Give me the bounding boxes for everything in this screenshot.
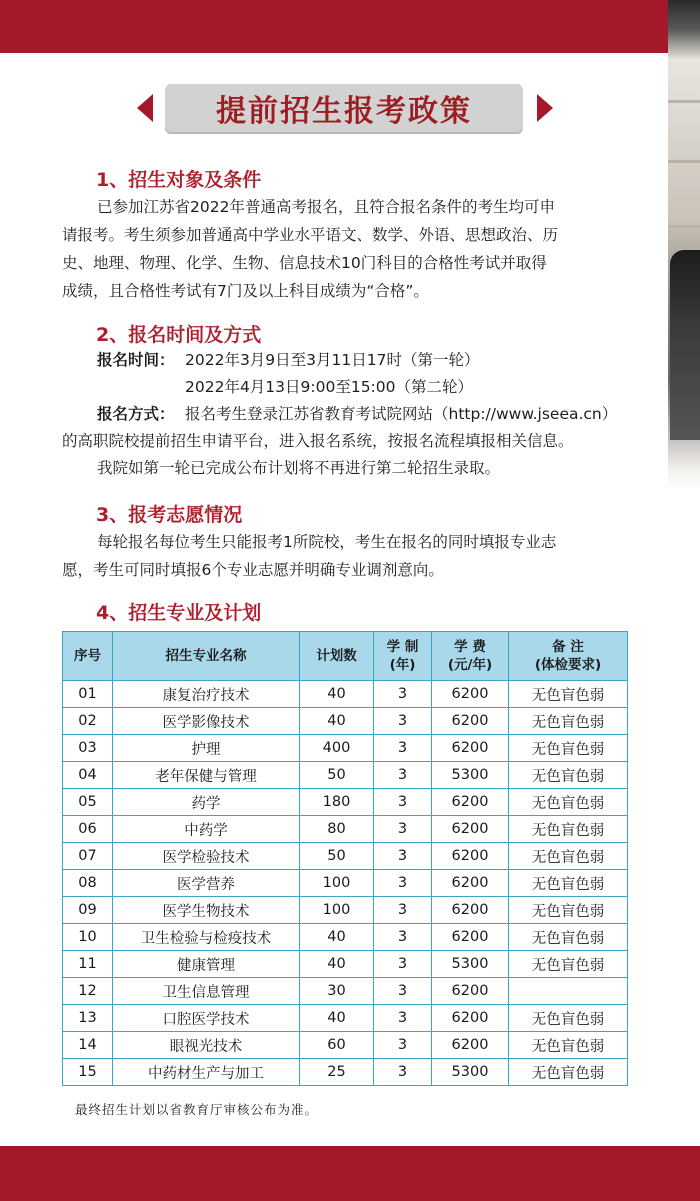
cell-years: 3 <box>374 924 432 951</box>
cell-remark <box>509 978 628 1005</box>
cell-name: 医学检验技术 <box>113 843 300 870</box>
table-row <box>63 843 628 870</box>
cell-name: 护理 <box>113 735 300 762</box>
table-header-row <box>63 632 628 681</box>
reg-method-line-1: 报名考生登录江苏省教育考试院网站（http://www.jseea.cn） <box>185 405 618 423</box>
cell-plan: 50 <box>300 843 374 870</box>
cell-no: 04 <box>63 762 113 789</box>
section-1-line-4: 成绩，且合格性考试有7门及以上科目成绩为“合格”。 <box>62 282 429 300</box>
cell-years: 3 <box>374 1059 432 1086</box>
cell-name: 眼视光技术 <box>113 1032 300 1059</box>
table-row <box>63 1032 628 1059</box>
header-remark <box>509 632 628 681</box>
header-plan: 计划数 <box>300 632 374 681</box>
cell-no: 05 <box>63 789 113 816</box>
cell-plan: 400 <box>300 735 374 762</box>
cell-plan: 100 <box>300 897 374 924</box>
cell-fee: 6200 <box>432 978 509 1005</box>
cell-years: 3 <box>374 843 432 870</box>
cell-plan: 25 <box>300 1059 374 1086</box>
cell-name: 康复治疗技术 <box>113 681 300 708</box>
cell-name: 卫生检验与检疫技术 <box>113 924 300 951</box>
section-3-line-2: 愿，考生可同时填报6个专业志愿并明确专业调剂意向。 <box>62 561 444 579</box>
cell-remark: 无色盲色弱 <box>509 816 628 843</box>
cell-fee: 6200 <box>432 789 509 816</box>
cell-fee: 5300 <box>432 951 509 978</box>
triangle-left-icon <box>137 94 153 122</box>
cell-plan: 30 <box>300 978 374 1005</box>
section-2-title: 2、报名时间及方式 <box>96 324 262 346</box>
cell-remark: 无色盲色弱 <box>509 1059 628 1086</box>
table-row <box>63 1059 628 1086</box>
table-row <box>63 735 628 762</box>
header-remark-line-2: (体检要求) <box>534 657 602 673</box>
cell-no: 02 <box>63 708 113 735</box>
header-fee-line-1: 学 费 <box>454 639 486 655</box>
table-row <box>63 924 628 951</box>
cell-years: 3 <box>374 870 432 897</box>
triangle-right-icon <box>537 94 553 122</box>
cell-fee: 6200 <box>432 870 509 897</box>
reg-method-line-2: 的高职院校提前招生申请平台，进入报名系统，按报名流程填报相关信息。 <box>62 432 574 450</box>
cell-fee: 6200 <box>432 924 509 951</box>
reg-time-round-1: 2022年3月9日至3月11日17时（第一轮） <box>185 351 480 369</box>
bookshelf-line <box>668 160 700 163</box>
cell-years: 3 <box>374 1032 432 1059</box>
section-3-title: 3、报考志愿情况 <box>96 504 243 526</box>
cell-fee: 6200 <box>432 897 509 924</box>
cell-name: 老年保健与管理 <box>113 762 300 789</box>
section-1-line-3: 史、地理、物理、化学、生物、信息技术10门科目的合格性考试并取得 <box>62 254 547 272</box>
reg-time-label: 报名时间： <box>97 351 175 369</box>
cell-plan: 40 <box>300 681 374 708</box>
cell-no: 06 <box>63 816 113 843</box>
cell-years: 3 <box>374 1005 432 1032</box>
cell-plan: 40 <box>300 924 374 951</box>
cell-no: 10 <box>63 924 113 951</box>
cell-no: 15 <box>63 1059 113 1086</box>
cell-plan: 40 <box>300 951 374 978</box>
cell-name: 卫生信息管理 <box>113 978 300 1005</box>
cell-no: 03 <box>63 735 113 762</box>
cell-fee: 5300 <box>432 1059 509 1086</box>
cell-remark: 无色盲色弱 <box>509 870 628 897</box>
table-row <box>63 762 628 789</box>
table-row <box>63 816 628 843</box>
table-row <box>63 708 628 735</box>
header-fee <box>432 632 509 681</box>
cell-name: 药学 <box>113 789 300 816</box>
cell-remark: 无色盲色弱 <box>509 1032 628 1059</box>
cell-fee: 6200 <box>432 735 509 762</box>
cell-remark: 无色盲色弱 <box>509 924 628 951</box>
cell-plan: 180 <box>300 789 374 816</box>
page-title: 提前招生报考政策 <box>216 94 472 129</box>
cell-no: 09 <box>63 897 113 924</box>
header-years-line-1: 学 制 <box>386 639 419 655</box>
header-fee-line-2: (元/年) <box>447 657 493 673</box>
cell-plan: 50 <box>300 762 374 789</box>
cell-no: 11 <box>63 951 113 978</box>
cell-years: 3 <box>374 951 432 978</box>
cell-name: 健康管理 <box>113 951 300 978</box>
title-box <box>165 84 523 132</box>
cell-remark: 无色盲色弱 <box>509 708 628 735</box>
footnote: 最终招生计划以省教育厅审核公布为准。 <box>75 1102 319 1117</box>
table-row <box>63 978 628 1005</box>
cell-years: 3 <box>374 681 432 708</box>
cell-years: 3 <box>374 735 432 762</box>
cell-fee: 6200 <box>432 1005 509 1032</box>
cell-fee: 6200 <box>432 1032 509 1059</box>
table-row <box>63 681 628 708</box>
bottom-banner-band <box>0 1146 700 1201</box>
cell-no: 01 <box>63 681 113 708</box>
cell-remark: 无色盲色弱 <box>509 843 628 870</box>
cell-name: 口腔医学技术 <box>113 1005 300 1032</box>
cell-plan: 40 <box>300 708 374 735</box>
cell-fee: 6200 <box>432 681 509 708</box>
cell-fee: 6200 <box>432 708 509 735</box>
table-row <box>63 789 628 816</box>
reg-method-label: 报名方式： <box>97 405 175 423</box>
bookshelf-line <box>668 100 700 103</box>
cell-years: 3 <box>374 816 432 843</box>
cell-fee: 6200 <box>432 843 509 870</box>
cell-remark: 无色盲色弱 <box>509 789 628 816</box>
cell-fee: 6200 <box>432 816 509 843</box>
section-3-line-1: 每轮报名每位考生只能报考1所院校，考生在报名的同时填报专业志 <box>97 533 557 551</box>
cell-remark: 无色盲色弱 <box>509 951 628 978</box>
cell-years: 3 <box>374 762 432 789</box>
cell-remark: 无色盲色弱 <box>509 1005 628 1032</box>
cell-plan: 60 <box>300 1032 374 1059</box>
cell-no: 08 <box>63 870 113 897</box>
section-1-line-1: 已参加江苏省2022年普通高考报名，且符合报名条件的考生均可申 <box>97 198 555 216</box>
reg-time-round-2: 2022年4月13日9:00至15:00（第二轮） <box>185 378 474 396</box>
cell-years: 3 <box>374 708 432 735</box>
cell-years: 3 <box>374 897 432 924</box>
top-banner-band <box>0 0 700 53</box>
cell-years: 3 <box>374 789 432 816</box>
cell-no: 13 <box>63 1005 113 1032</box>
cell-plan: 100 <box>300 870 374 897</box>
cell-name: 医学影像技术 <box>113 708 300 735</box>
enrollment-plan-table <box>62 631 628 1086</box>
cell-fee: 5300 <box>432 762 509 789</box>
cell-no: 14 <box>63 1032 113 1059</box>
section-1-line-2: 请报考。考生须参加普通高中学业水平语文、数学、外语、思想政治、历 <box>62 226 559 244</box>
table-row <box>63 870 628 897</box>
cell-remark: 无色盲色弱 <box>509 897 628 924</box>
cell-name: 医学生物技术 <box>113 897 300 924</box>
cell-name: 中药材生产与加工 <box>113 1059 300 1086</box>
header-years-line-2: (年) <box>389 657 416 673</box>
cell-plan: 40 <box>300 1005 374 1032</box>
title-banner <box>137 84 557 132</box>
bookshelf-line <box>668 225 700 228</box>
cell-name: 中药学 <box>113 816 300 843</box>
cell-plan: 80 <box>300 816 374 843</box>
cell-no: 07 <box>63 843 113 870</box>
table-row <box>63 897 628 924</box>
cell-remark: 无色盲色弱 <box>509 762 628 789</box>
reg-note: 我院如第一轮已完成公布计划将不再进行第二轮招生录取。 <box>97 459 501 477</box>
cell-remark: 无色盲色弱 <box>509 735 628 762</box>
header-years <box>374 632 432 681</box>
header-no: 序号 <box>63 632 113 681</box>
header-name: 招生专业名称 <box>113 632 300 681</box>
cell-name: 医学营养 <box>113 870 300 897</box>
section-1-title: 1、招生对象及条件 <box>96 169 262 191</box>
cell-years: 3 <box>374 978 432 1005</box>
person-silhouette <box>670 250 700 440</box>
decorative-photo-strip <box>668 0 700 490</box>
cell-no: 12 <box>63 978 113 1005</box>
section-4-title: 4、招生专业及计划 <box>96 602 262 624</box>
table-row <box>63 951 628 978</box>
cell-remark: 无色盲色弱 <box>509 681 628 708</box>
table-row <box>63 1005 628 1032</box>
header-remark-line-1: 备 注 <box>552 639 584 655</box>
